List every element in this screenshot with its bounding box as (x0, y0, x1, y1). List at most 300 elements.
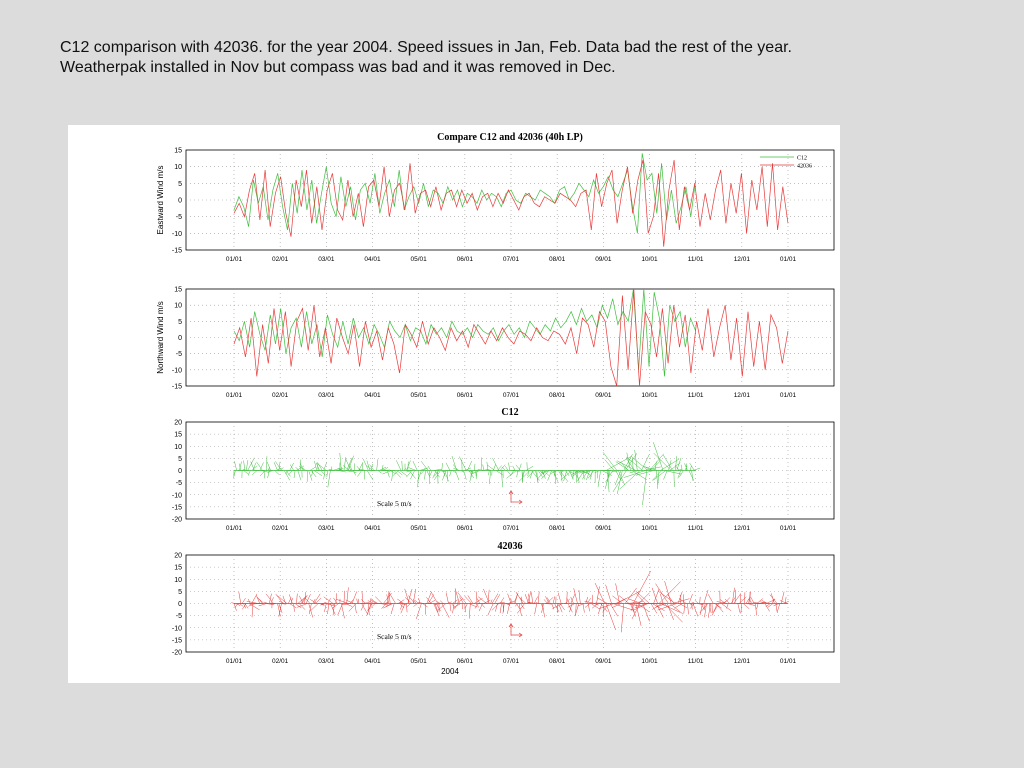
x-tick-label: 09/01 (595, 525, 612, 532)
wind-vector (363, 459, 368, 470)
wind-vector (674, 604, 682, 609)
wind-vector (253, 463, 256, 470)
wind-vector (246, 460, 248, 470)
wind-vector (573, 471, 574, 479)
wind-vector (474, 464, 475, 471)
y-tick-label: -20 (171, 649, 182, 657)
wind-vector (288, 471, 292, 475)
wind-vector (495, 594, 500, 603)
wind-vector (349, 464, 352, 470)
wind-vector (244, 471, 249, 475)
wind-vector (507, 604, 509, 614)
wind-vector (757, 604, 759, 610)
wind-vector (654, 589, 660, 604)
wind-vector (327, 471, 328, 478)
wind-vector (251, 462, 255, 471)
wind-vector (309, 604, 311, 615)
wind-vector (679, 604, 687, 608)
wind-vector (579, 590, 580, 604)
wind-vector (334, 598, 338, 604)
wind-vector (519, 604, 521, 617)
wind-vector (509, 463, 510, 471)
wind-vector (515, 594, 517, 604)
y-tick-label: -15 (171, 247, 182, 255)
wind-vector (495, 604, 497, 612)
y-tick-label: 0 (178, 335, 182, 342)
wind-vector (406, 604, 407, 613)
wind-vector (635, 450, 638, 471)
wind-vector (450, 604, 451, 612)
x-tick-label: 01/01 (779, 256, 797, 263)
x-tick-label: 02/01 (272, 658, 289, 665)
wind-vector (294, 471, 295, 479)
wind-vector (678, 471, 681, 479)
wind-vector (421, 461, 428, 470)
wind-vector (367, 471, 373, 481)
legend-label-42036: 42036 (797, 163, 812, 170)
wind-vector (361, 599, 366, 603)
x-axis-label: 2004 (441, 667, 459, 676)
wind-vector (555, 604, 559, 612)
wind-vector (446, 593, 448, 604)
wind-vector (588, 471, 594, 479)
wind-vector (693, 604, 698, 617)
x-tick-label: 10/01 (641, 392, 658, 399)
x-tick-label: 01/01 (225, 658, 243, 665)
wind-vector (297, 594, 298, 604)
wind-vector (688, 604, 689, 615)
wind-vector (362, 604, 368, 615)
x-tick-label: 09/01 (595, 392, 612, 399)
wind-vector (741, 604, 742, 614)
wind-vector (487, 465, 494, 471)
wind-vector (430, 471, 432, 476)
y-tick-label: -15 (171, 383, 182, 391)
chart-title: Compare C12 and 42036 (40h LP) (437, 132, 583, 143)
wind-vector (290, 604, 297, 609)
wind-vector (328, 471, 331, 488)
x-tick-label: 03/01 (318, 256, 335, 263)
chart-panel-1 (156, 132, 834, 263)
wind-vector (603, 452, 617, 470)
wind-vector (538, 592, 539, 604)
wind-vector (548, 471, 552, 481)
wind-vector (294, 604, 295, 612)
wind-vector (493, 458, 499, 470)
wind-vector (275, 461, 281, 470)
wind-vector (569, 471, 573, 480)
wind-vector (732, 588, 734, 604)
wind-vector (440, 601, 443, 604)
wind-vector (406, 604, 410, 608)
wind-vector (418, 471, 422, 482)
wind-vector (583, 604, 584, 613)
series-line-42036 (234, 160, 788, 247)
x-tick-label: 12/01 (733, 658, 750, 665)
wind-vector (575, 604, 579, 617)
wind-vector (684, 604, 685, 614)
wind-vector (700, 597, 701, 604)
x-tick-label: 02/01 (272, 525, 289, 532)
wind-vector (310, 599, 317, 603)
wind-vector (239, 464, 241, 471)
x-tick-label: 04/01 (364, 256, 381, 263)
wind-vector (755, 604, 756, 616)
wind-vector (617, 591, 641, 604)
wind-vector (469, 604, 470, 619)
wind-vector (354, 471, 356, 476)
x-tick-label: 05/01 (410, 392, 427, 399)
wind-vector (468, 461, 472, 471)
wind-vector (267, 462, 271, 471)
y-tick-label: 15 (174, 286, 182, 294)
wind-vector (248, 471, 250, 476)
wind-vector (310, 467, 316, 471)
wind-vector (633, 571, 651, 604)
wind-vector (310, 604, 318, 612)
wind-vector (408, 468, 416, 471)
x-tick-label: 03/01 (318, 658, 335, 665)
wind-vector (489, 471, 490, 476)
wind-vector (542, 604, 545, 618)
wind-vector (675, 456, 677, 470)
legend-label-C12: C12 (797, 155, 808, 162)
x-tick-label: 05/01 (410, 525, 427, 532)
x-tick-label: 11/01 (687, 658, 704, 665)
wind-vector (724, 597, 730, 603)
wind-vector (242, 598, 245, 603)
x-tick-label: 05/01 (410, 256, 427, 263)
series-line-C12 (234, 289, 696, 376)
y-tick-label: 5 (178, 455, 182, 463)
wind-vector (370, 598, 371, 604)
scale-label: Scale 5 m/s (377, 632, 412, 641)
wind-vector (708, 594, 713, 603)
wind-vector (423, 604, 428, 608)
wind-vector (606, 604, 616, 631)
x-tick-label: 01/01 (779, 658, 797, 665)
wind-vector (252, 471, 257, 475)
wind-vector (483, 465, 484, 471)
x-tick-label: 11/01 (687, 256, 704, 263)
wind-vector (386, 604, 392, 607)
wind-vector (257, 597, 264, 603)
wind-vector (289, 594, 292, 603)
y-tick-label: -10 (171, 492, 182, 500)
scale-label: Scale 5 m/s (377, 499, 412, 508)
x-tick-label: 12/01 (733, 256, 750, 263)
wind-vector (357, 471, 361, 477)
y-tick-label: -15 (171, 504, 182, 512)
y-tick-label: 5 (178, 180, 182, 188)
y-tick-label: -10 (171, 230, 182, 238)
wind-vector (517, 471, 518, 478)
x-tick-label: 02/01 (272, 256, 289, 263)
x-tick-label: 06/01 (456, 525, 473, 532)
wind-vector (606, 585, 612, 604)
wind-vector (239, 592, 241, 603)
chart-figure (68, 125, 840, 683)
wind-vector (521, 597, 522, 604)
wind-vector (290, 465, 294, 471)
wind-vector (722, 604, 732, 611)
wind-vector (327, 604, 329, 615)
wind-vector (673, 599, 690, 604)
wind-vector (413, 461, 417, 470)
y-tick-label: 0 (178, 468, 182, 475)
wind-vector (770, 595, 777, 604)
wind-vector (738, 604, 740, 613)
wind-vector (489, 471, 490, 485)
wind-vector (642, 471, 646, 506)
wind-vector (757, 599, 763, 604)
y-tick-label: 20 (174, 419, 182, 427)
wind-vector (378, 471, 382, 474)
y-tick-label: 10 (174, 443, 182, 451)
wind-vector (454, 604, 461, 608)
wind-vector (491, 600, 493, 604)
x-tick-label: 12/01 (733, 525, 750, 532)
chart-panel-3 (172, 407, 834, 532)
x-tick-label: 01/01 (225, 392, 243, 399)
wind-vector (358, 599, 359, 604)
wind-vector (577, 471, 584, 482)
wind-vector (500, 604, 501, 614)
x-tick-label: 05/01 (410, 658, 427, 665)
y-tick-label: 0 (178, 197, 182, 205)
wind-vector (618, 471, 624, 485)
wind-vector (442, 471, 445, 481)
wind-vector (391, 604, 394, 615)
x-tick-label: 10/01 (641, 658, 658, 665)
x-tick-label: 01/01 (225, 256, 243, 263)
y-tick-label: 10 (174, 302, 182, 310)
x-tick-label: 04/01 (364, 392, 381, 399)
x-tick-label: 11/01 (687, 392, 704, 399)
y-tick-label: -5 (175, 613, 182, 621)
wind-vector (442, 463, 443, 471)
wind-vector (316, 598, 322, 603)
y-tick-label: -20 (171, 516, 182, 524)
x-tick-label: 03/01 (318, 525, 335, 532)
wind-vector (275, 471, 280, 475)
wind-vector (234, 461, 236, 470)
x-tick-label: 01/01 (779, 392, 797, 399)
x-tick-label: 08/01 (549, 256, 566, 263)
x-tick-label: 06/01 (456, 256, 473, 263)
wind-vector (519, 471, 530, 482)
x-tick-label: 04/01 (364, 658, 381, 665)
y-tick-label: 20 (174, 552, 182, 560)
wind-vector (349, 604, 356, 612)
wind-vector (777, 604, 780, 612)
x-tick-label: 02/01 (272, 392, 289, 399)
wind-vector (535, 604, 537, 615)
y-tick-label: -15 (171, 637, 182, 645)
y-tick-label: -10 (171, 625, 182, 633)
x-tick-label: 08/01 (549, 525, 566, 532)
x-tick-label: 06/01 (456, 658, 473, 665)
wind-vector (735, 590, 736, 604)
y-tick-label: 5 (178, 588, 182, 596)
wind-vector (481, 458, 482, 471)
x-tick-label: 07/01 (502, 392, 520, 399)
wind-vector (558, 593, 561, 604)
wind-vector (344, 457, 346, 470)
wind-vector (414, 604, 418, 607)
wind-vector (682, 465, 683, 471)
wind-vector (402, 461, 403, 471)
wind-vector (502, 467, 506, 470)
wind-vector (690, 466, 691, 470)
wind-vector (298, 471, 301, 481)
wind-vector (678, 592, 682, 604)
chart-title: 42036 (497, 541, 523, 552)
y-tick-label: 0 (178, 601, 182, 608)
x-tick-label: 09/01 (595, 256, 612, 263)
wind-vector (244, 461, 245, 471)
caption-line-2: Weatherpak installed in Nov but compass was bad and it was removed in Dec. (60, 59, 616, 76)
y-axis-label: Northward Wind m/s (156, 301, 165, 374)
caption-line-1: C12 comparison with 42036. for the year 2004. Speed issues in Jan, Feb. Data bad the rest of the year. (60, 39, 792, 56)
wind-vector (295, 604, 301, 608)
wind-vector (507, 471, 510, 475)
wind-vector (344, 591, 345, 604)
slide-caption (60, 38, 792, 78)
wind-vector (502, 471, 503, 488)
x-tick-label: 08/01 (549, 392, 566, 399)
wind-vector (362, 463, 363, 471)
wind-vector (314, 471, 322, 476)
wind-vector (675, 466, 679, 471)
chart-panel-2 (156, 287, 834, 400)
wind-vector (382, 465, 383, 471)
x-tick-label: 08/01 (549, 658, 566, 665)
y-axis-label: Eastward Wind m/s (156, 165, 165, 235)
y-tick-label: 10 (174, 576, 182, 584)
wind-vector (734, 594, 741, 604)
wind-vector (505, 466, 508, 470)
x-tick-label: 06/01 (456, 392, 473, 399)
wind-vector (528, 471, 529, 477)
y-tick-label: 5 (178, 318, 182, 326)
wind-vector (367, 461, 370, 471)
wind-vector (405, 597, 412, 603)
wind-vector (249, 604, 260, 610)
wind-vector (615, 471, 621, 486)
wind-vector (324, 604, 326, 612)
wind-vector (700, 604, 703, 616)
wind-vector (768, 604, 773, 608)
wind-vector (598, 471, 601, 488)
wind-vector (743, 604, 749, 609)
y-tick-label: 15 (174, 564, 182, 572)
wind-vector (514, 593, 518, 603)
wind-vector (704, 590, 708, 604)
chart-panel-4 (172, 541, 834, 676)
wind-vector (555, 471, 556, 485)
wind-vector (248, 599, 250, 604)
wind-vector (492, 594, 498, 604)
wind-vector (396, 460, 401, 470)
wind-vector (497, 466, 501, 471)
wind-vector (314, 461, 316, 471)
wind-vector (352, 592, 357, 604)
wind-vector (553, 596, 555, 603)
figure-panel (68, 125, 840, 683)
wind-vector (276, 594, 283, 604)
wind-vector (712, 604, 719, 616)
wind-vector (408, 462, 409, 471)
wind-vector (595, 583, 605, 603)
wind-vector (598, 604, 602, 615)
wind-vector (450, 471, 452, 477)
y-tick-label: -10 (171, 367, 182, 375)
wind-vector (616, 583, 620, 603)
y-tick-label: -5 (175, 351, 182, 359)
wind-vector (477, 598, 480, 603)
wind-vector (382, 471, 391, 475)
y-tick-label: 10 (174, 164, 182, 172)
chart-title: C12 (501, 407, 519, 418)
x-tick-label: 01/01 (225, 525, 243, 532)
wind-vector (455, 471, 459, 481)
wind-vector (714, 604, 718, 613)
x-tick-label: 12/01 (733, 392, 750, 399)
wind-vector (377, 459, 378, 470)
wind-vector (700, 604, 708, 614)
wind-vector (368, 601, 374, 604)
x-tick-label: 07/01 (502, 658, 520, 665)
wind-vector (425, 471, 426, 480)
x-tick-label: 09/01 (595, 658, 612, 665)
wind-vector (749, 592, 751, 604)
wind-vector (406, 471, 412, 478)
x-tick-label: 03/01 (318, 392, 335, 399)
x-tick-label: 10/01 (641, 525, 658, 532)
wind-vector (626, 457, 642, 471)
x-tick-label: 11/01 (687, 525, 704, 532)
wind-vector (392, 471, 393, 482)
wind-vector (431, 591, 438, 604)
wind-vector (476, 471, 477, 477)
wind-vector (362, 591, 363, 604)
wind-vector (643, 604, 650, 622)
x-tick-label: 04/01 (364, 525, 381, 532)
wind-vector (357, 599, 358, 604)
x-tick-label: 01/01 (779, 525, 797, 532)
wind-vector (416, 604, 421, 619)
x-tick-label: 07/01 (502, 256, 520, 263)
wind-vector (487, 462, 488, 471)
wind-vector (393, 471, 398, 476)
y-tick-label: -5 (175, 480, 182, 488)
wind-vector (428, 466, 431, 471)
wind-vector (400, 471, 407, 476)
wind-vector (692, 471, 693, 481)
wind-vector (689, 471, 694, 481)
y-tick-label: 15 (174, 147, 182, 155)
y-tick-label: 15 (174, 431, 182, 439)
wind-vector (446, 463, 450, 471)
y-tick-label: -5 (175, 214, 182, 222)
wind-vector (531, 592, 532, 603)
wind-vector (447, 471, 448, 482)
wind-vector (479, 604, 482, 612)
wind-vector (338, 604, 343, 616)
wind-vector (476, 591, 477, 603)
x-tick-label: 07/01 (502, 525, 520, 532)
